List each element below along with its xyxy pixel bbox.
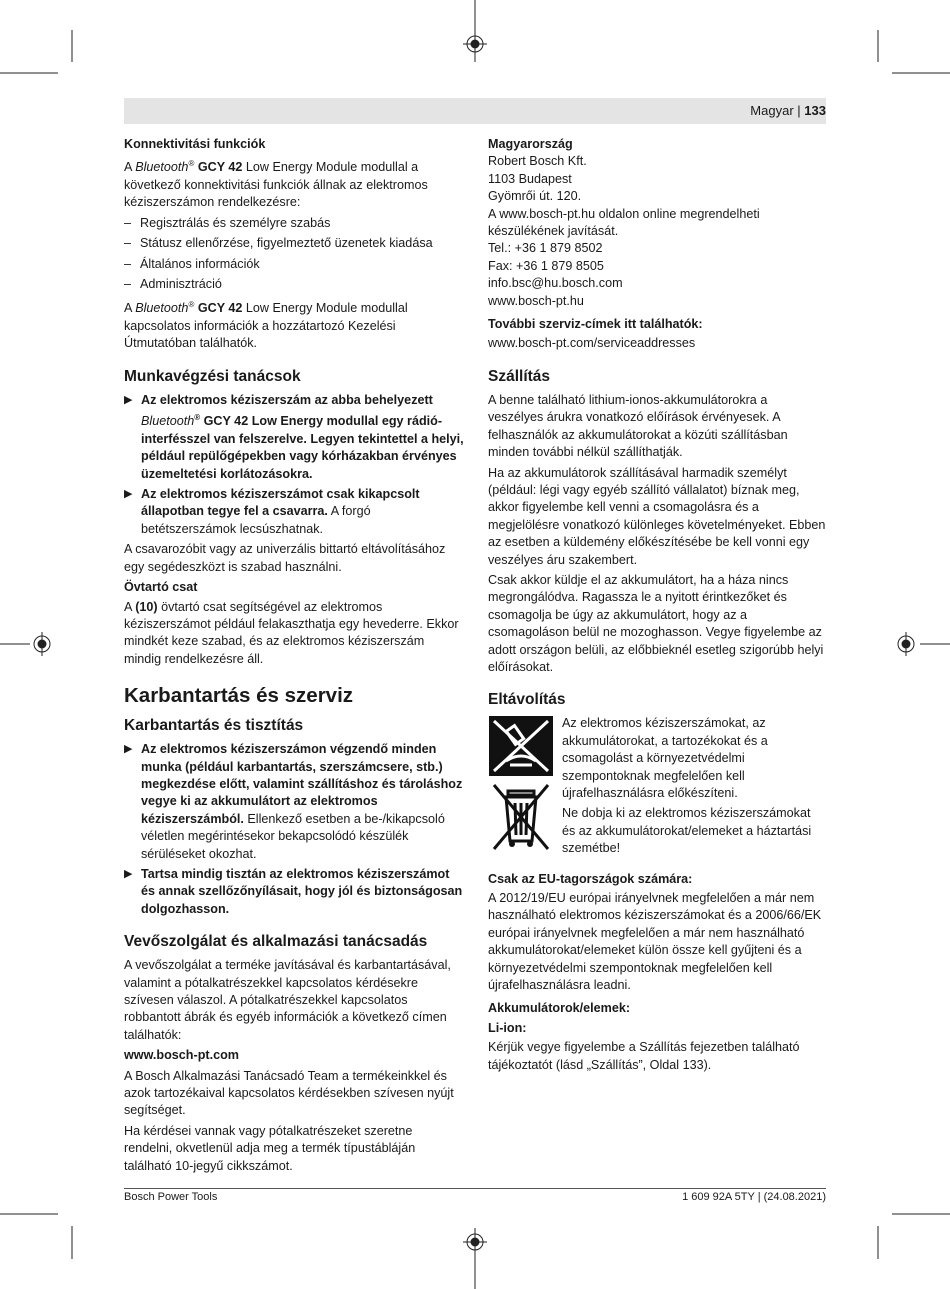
contact-email[interactable]: info.bsc@hu.bosch.com [488, 276, 623, 291]
eu-title: Csak az EU-tagországok számára: [488, 871, 693, 886]
transport-text-1: A benne található lithium-ionos-akkumulátorokra a veszélyes árukra vonatkozó előírások érvényesek. A felhasználók az akkumulátorokat a közúti szállításban minden további nélkül szállíthatják. [488, 392, 788, 460]
header-language: Magyar [750, 103, 794, 118]
warning-arrow-icon: ▶ [124, 488, 133, 501]
contact-city: 1103 Budapest [488, 171, 572, 186]
list-item: – Regisztrálás és személyre szabás [124, 215, 464, 232]
contact-street: Gyömrői út. 120. [488, 189, 582, 204]
registration-mark-right [898, 632, 914, 656]
right-column [488, 136, 826, 1077]
connectivity-title: Konnektivitási funkciók [124, 137, 266, 151]
liion-text: Kérjük vegye figyelembe a Szállítás fejezetben található tájékoztatót (lásd „Szállítás”, Oldal 133). [488, 1040, 800, 1072]
eu-text: A 2012/19/EU európai irányelvnek megfelelően a már nem használható elektromos kéziszerszámokat és a 2006/66/EK európai irányelvnek megfelelően a már nem használható akkumulátorokat/elemeket külön össze kell gyűjteni és a környezetvédelmi szempontoknak megfelelően kell újrafelhasználásra leadni. [488, 891, 822, 993]
recycle-symbol-icon [488, 715, 554, 777]
disposal-text [562, 715, 826, 860]
disposal-title: Eltávolítás [488, 691, 566, 709]
transport-text-2: Ha az akkumulátorok szállításával harmadik személyt (például: légi vagy egyéb szállító vállalatot) bíznak meg, akkor figyelembe kell venni a csomagolásra és a megjelölésre vonatkozó különleges követelményeket. Ebben az esetben a küldemény előkészítésébe be kell vonni egy veszélyes áru szakembert. [488, 465, 826, 567]
warning-radio-interface: ▶ Az elektromos kéziszerszám az abba behelyezett Bluetooth® GCY 42 Low Energy modullal egy rádió-interfésszel van felszerelve. Legyen tekintettel a helyi, például repülőgépekben vagy kórházakban érvényes üzemeltetési korlátozásokra. [124, 392, 464, 481]
list-item: – Általános információk [124, 256, 464, 273]
left-column [124, 136, 464, 1178]
header-band [124, 98, 826, 124]
footer-brand: Bosch Power Tools [124, 1191, 218, 1203]
belt-clip-title: Övtartó csat [124, 580, 198, 595]
page-header [750, 103, 826, 118]
connectivity-list [124, 215, 464, 294]
contact-fax: Fax: +36 1 879 8505 [488, 258, 604, 273]
service-title: Vevőszolgálat és alkalmazási tanácsadás [124, 933, 428, 951]
list-item: – Státusz ellenőrzése, figyelmeztető üzenetek kiadása [124, 235, 464, 252]
disposal-icons [488, 715, 556, 860]
connectivity-intro: A Bluetooth® GCY 42 Low Energy Module modullal a következő konnektivitási funkciók állnak az elektromos kéziszerszámon rendelkezésre: [124, 159, 428, 210]
contact-web[interactable]: www.bosch-pt.hu [488, 293, 584, 308]
warning-arrow-icon: ▶ [124, 867, 133, 880]
disposal-text-1: Az elektromos kéziszerszámokat, az akkumulátorokat, a tartozékokat és a csomagolást a környezetvédelmi szempontoknak megfelelően kell újrafelhasználásra előkészíteni. [562, 716, 768, 800]
batteries-title: Akkumulátorok/elemek: [488, 1001, 631, 1016]
work-tips-title: Munkavégzési tanácsok [124, 367, 301, 385]
warning-keep-clean: ▶ Tartsa mindig tisztán az elektromos kéziszerszámot és annak szellőzőnyílásait, hogy jól és biztonságosan dolgozhasson. [124, 866, 463, 916]
belt-clip-text: A (10) övtartó csat segítségével az elektromos kéziszerszámot például felakaszthatja egy hevederre. Ekkor mindkét keze szabad, és az elektromos kéziszerszám mindig rendelkezésre áll. [124, 599, 459, 666]
list-item: – Adminisztráció [124, 276, 464, 293]
maintenance-title: Karbantartás és tisztítás [124, 717, 304, 735]
disposal-block [488, 715, 826, 860]
warning-arrow-icon: ▶ [124, 393, 133, 406]
service-url[interactable]: www.bosch-pt.com [124, 1048, 239, 1063]
service-text-2: A Bosch Alkalmazási Tanácsadó Team a termékeinkkel és azok tartozékaival kapcsolatos kérdésekben szívesen nyújt segítséget. [124, 1068, 454, 1118]
warning-remove-battery: ▶ Az elektromos kéziszerszámon végzendő minden munka (például karbantartás, szerszámcsere, stb.) megkezdése előtt, valamint szállításhoz és tároláshoz vegye ki az akkumulátort az elektromos kéziszerszámból. Ellenkező esetben a be-/kikapcsoló véletlen megérintésekor bekapcsolódó készülék sérüléseket okozhat. [124, 742, 463, 861]
footer-doc-code: 1 609 92A 5TY | (24.08.2021) [682, 1191, 826, 1203]
transport-text-3: Csak akkor küldje el az akkumulátort, ha a háza nincs megrongálódva. Ragassza le a nyitott érintkezőket és csomagolja be úgy az akkumulátort, hogy az a csomagoláson belül ne mozoghasson. Vegye figyelembe az adott országon belüli, az előbbieknél esetleg szigorúbb helyi előírásokat. [488, 572, 824, 674]
disposal-text-2: Ne dobja ki az elektromos kéziszerszámokat és az akkumulátorokat/elemeket a háztartási szemétbe! [562, 806, 812, 856]
registration-mark-left [34, 632, 50, 656]
service-text-1: A vevőszolgálat a terméke javításával és karbantartásával, valamint a pótalkatrészekkel kapcsolatos kérdésekre szívesen válaszol. A pótalkatrészekkel kapcsolatos robbantott ábrák és egyéb információk a következő címen találhatók: [124, 958, 451, 1042]
service-text-3: Ha kérdései vannak vagy pótalkatrészeket szeretne rendelni, okvetlenül adja meg a termék típustábláján található 10-jegyű cikkszámot. [124, 1123, 416, 1173]
connectivity-outro: A Bluetooth® GCY 42 Low Energy Module modullal kapcsolatos információk a hozzátartozó Kezelési Útmutatóban találhatók. [124, 300, 408, 351]
contact-tel: Tel.: +36 1 879 8502 [488, 241, 603, 256]
more-addresses-url[interactable]: www.bosch-pt.com/serviceaddresses [488, 336, 696, 351]
crossed-bin-icon [488, 781, 554, 853]
contact-company: Robert Bosch Kft. [488, 154, 587, 169]
page-number: 133 [804, 103, 826, 118]
contact-repair-note: A www.bosch-pt.hu oldalon online megrendelheti készülékének javítását. [488, 206, 760, 239]
header-separator: | [797, 103, 801, 118]
transport-title: Szállítás [488, 367, 551, 385]
maintenance-chapter-title: Karbantartás és szerviz [124, 684, 354, 708]
warning-switch-off: ▶ Az elektromos kéziszerszámot csak kikapcsolt állapotban tegye fel a csavarra. A forgó betétszerszámok lecsúszhatnak. [124, 487, 420, 536]
footer-rule [124, 1188, 826, 1189]
more-addresses-title: További szerviz-címek itt találhatók: [488, 317, 703, 332]
liion-title: Li-ion: [488, 1020, 527, 1035]
bit-removal-text: A csavarozóbit vagy az univerzális bittartó eltávolításához egy segédeszközt is szabad használni. [124, 542, 446, 574]
contact-country: Magyarország [488, 137, 573, 151]
warning-arrow-icon: ▶ [124, 743, 133, 756]
